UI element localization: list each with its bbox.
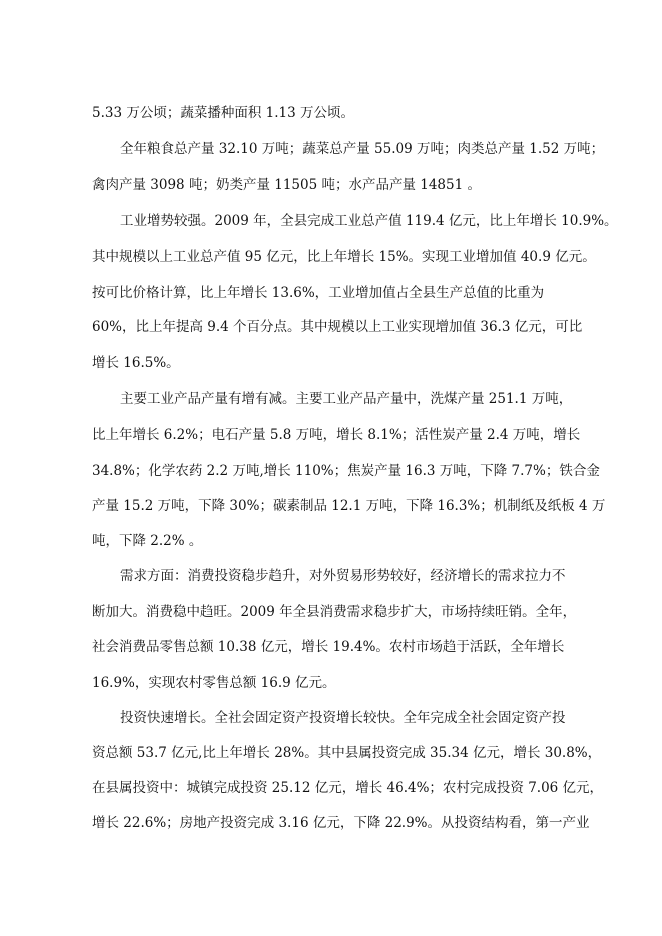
text-line: 5.33 万公顷；蔬菜播种面积 1.13 万公顷。 <box>92 105 354 121</box>
paragraph-start-line: 工业增势较强。2009 年，全县完成工业总产值 119.4 亿元，比上年增长 10.9%。 <box>120 213 618 229</box>
paragraph-start-line: 投资快速增长。全社会固定资产投资增长较快。全年完成全社会固定资产投 <box>120 710 566 726</box>
text-line: 16.9%，实现农村零售总额 16.9 亿元。 <box>92 675 336 691</box>
paragraph-start-line: 需求方面：消费投资稳步趋升，对外贸易形势较好，经济增长的需求拉力不 <box>120 568 566 584</box>
text-line: 禽肉产量 3098 吨；奶类产量 11505 吨；水产品产量 14851 。 <box>92 177 481 193</box>
text-line: 其中规模以上工业总产值 95 亿元，比上年增长 15%。实现工业增加值 40.9 亿元。 <box>92 249 596 265</box>
text-line: 资总额 53.7 亿元,比上年增长 28%。其中县属投资完成 35.34 亿元，增长 30.8%， <box>92 745 602 761</box>
text-line: 断加大。消费稳中趋旺。2009 年全县消费需求稳步扩大，市场持续旺销。全年， <box>92 604 577 620</box>
text-line: 比上年增长 6.2%；电石产量 5.8 万吨，增长 8.1%；活性炭产量 2.4 万吨，增长 <box>92 427 581 443</box>
paragraph-start-line: 主要工业产品产量有增有减。主要工业产品产量中，洗煤产量 251.1 万吨， <box>120 391 573 407</box>
paragraph-start-line: 全年粮食总产量 32.10 万吨；蔬菜总产量 55.09 万吨；肉类总产量 1.52 万吨； <box>120 141 605 157</box>
text-line: 增长 22.6%；房地产投资完成 3.16 亿元，下降 22.9%。从投资结构看，第一产业 <box>92 815 590 831</box>
text-line: 在县属投资中：城镇完成投资 25.12 亿元，增长 46.4%；农村完成投资 7.06 亿元， <box>92 780 604 796</box>
text-line: 吨，下降 2.2% 。 <box>92 533 203 549</box>
text-line: 社会消费品零售总额 10.38 亿元，增长 19.4%。农村市场趋于活跃，全年增长 <box>92 639 565 655</box>
text-line: 60%，比上年提高 9.4 个百分点。其中规模以上工业实现增加值 36.3 亿元，可比 <box>92 319 583 335</box>
text-line: 增长 16.5%。 <box>92 355 180 371</box>
text-line: 产量 15.2 万吨，下降 30%；碳素制品 12.1 万吨，下降 16.3%；机制纸及纸板 4 万 <box>92 498 606 514</box>
text-line: 按可比价格计算，比上年增长 13.6%，工业增加值占全县生产总值的比重为 <box>92 285 545 301</box>
text-line: 34.8%；化学农药 2.2 万吨,增长 110%；焦炭产量 16.3 万吨，下降 7.7%；铁合金 <box>92 463 600 479</box>
